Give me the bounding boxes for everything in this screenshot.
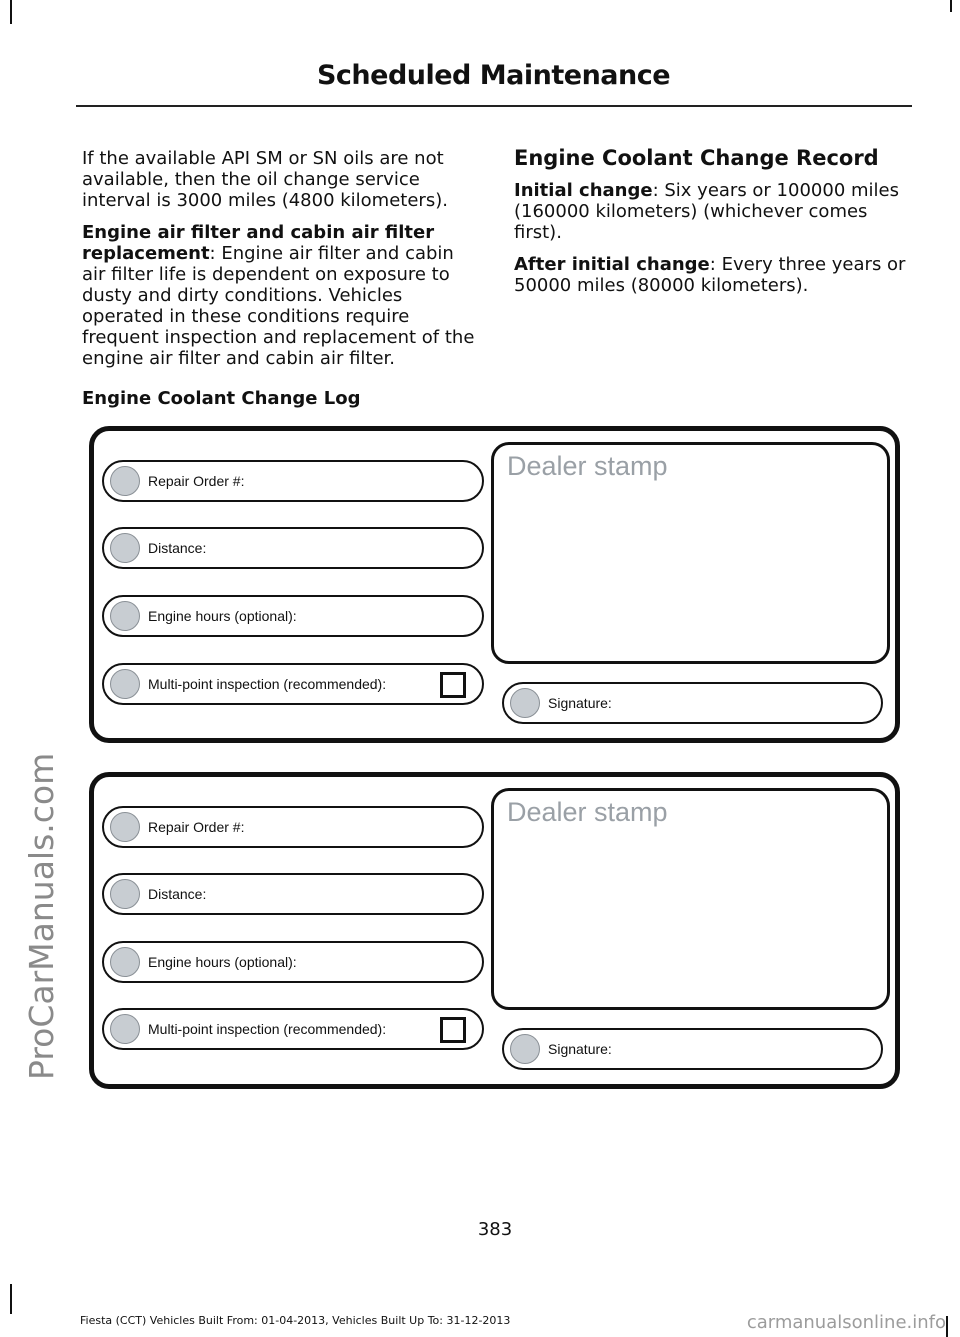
field-bullet-icon bbox=[510, 688, 540, 718]
air-filter-text: : Engine air filter and cabin air filter life is dependent on exposure to dusty and dirty conditions. Vehicles operated in these conditions require frequent inspection and replacement of the engine air filter and cabin air filter. bbox=[82, 243, 475, 369]
after-initial-term: After initial change bbox=[514, 254, 710, 275]
field-bullet-icon bbox=[110, 812, 140, 842]
engine-hours-field[interactable] bbox=[102, 941, 484, 983]
coolant-log-record bbox=[89, 772, 900, 1089]
repair-order-field[interactable] bbox=[102, 806, 484, 848]
field-bullet-icon bbox=[110, 1014, 140, 1044]
crop-mark-bottom-left bbox=[10, 1284, 12, 1314]
engine-hours-field[interactable] bbox=[102, 595, 484, 637]
signature-field[interactable] bbox=[502, 682, 883, 724]
signature-label: Signature: bbox=[548, 1041, 612, 1057]
field-bullet-icon bbox=[110, 466, 140, 496]
field-bullet-icon bbox=[110, 533, 140, 563]
initial-change-text: : Six years or 100000 miles (160000 kilometers) (whichever comes first). bbox=[514, 180, 899, 243]
page-title: Scheduled Maintenance bbox=[316, 60, 671, 91]
crop-mark-top-right bbox=[950, 0, 952, 12]
distance-label: Distance: bbox=[148, 540, 207, 556]
header-rule bbox=[76, 105, 912, 107]
distance-field[interactable] bbox=[102, 873, 484, 915]
page-number: 383 bbox=[477, 1219, 513, 1240]
footer-watermark: carmanualsonline.info bbox=[746, 1312, 946, 1333]
dealer-stamp-box bbox=[491, 442, 890, 664]
crop-mark-bottom-right bbox=[946, 1316, 948, 1337]
after-initial-paragraph bbox=[514, 254, 914, 296]
engine-hours-label: Engine hours (optional): bbox=[148, 608, 297, 624]
oil-interval-paragraph: If the available API SM or SN oils are not available, then the oil change service interval is 3000 miles (4800 kilometers). bbox=[82, 148, 448, 211]
field-bullet-icon bbox=[110, 947, 140, 977]
inspection-checkbox[interactable] bbox=[440, 672, 466, 698]
coolant-record-heading: Engine Coolant Change Record bbox=[514, 146, 879, 170]
dealer-stamp-label: Dealer stamp bbox=[507, 797, 668, 827]
field-bullet-icon bbox=[110, 879, 140, 909]
dealer-stamp-label: Dealer stamp bbox=[507, 451, 668, 481]
initial-change-term: Initial change bbox=[514, 180, 653, 201]
repair-order-label: Repair Order #: bbox=[148, 819, 245, 835]
repair-order-label: Repair Order #: bbox=[148, 473, 245, 489]
signature-field[interactable] bbox=[502, 1028, 883, 1070]
inspection-label: Multi-point inspection (recommended): bbox=[148, 676, 387, 692]
side-watermark: ProCarManuals.com bbox=[22, 752, 61, 1080]
coolant-log-title: Engine Coolant Change Log bbox=[82, 388, 361, 409]
coolant-log-record bbox=[89, 426, 900, 743]
left-column bbox=[82, 148, 476, 380]
right-column bbox=[514, 146, 914, 307]
distance-field[interactable] bbox=[102, 527, 484, 569]
after-initial-text: : Every three years or 50000 miles (80000 kilometers). bbox=[514, 254, 906, 296]
footer-vehicle-info: Fiesta (CCT) Vehicles Built From: 01-04-2013, Vehicles Built Up To: 31-12-2013 bbox=[80, 1314, 511, 1327]
signature-label: Signature: bbox=[548, 695, 612, 711]
dealer-stamp-box bbox=[491, 788, 890, 1010]
inspection-field bbox=[102, 1008, 484, 1050]
repair-order-field[interactable] bbox=[102, 460, 484, 502]
air-filter-term: Engine air filter and cabin air filter replacement bbox=[82, 222, 435, 264]
air-filter-paragraph bbox=[82, 222, 476, 369]
inspection-field bbox=[102, 663, 484, 705]
field-bullet-icon bbox=[110, 669, 140, 699]
initial-change-paragraph bbox=[514, 180, 914, 243]
inspection-checkbox[interactable] bbox=[440, 1017, 466, 1043]
field-bullet-icon bbox=[110, 601, 140, 631]
engine-hours-label: Engine hours (optional): bbox=[148, 954, 297, 970]
field-bullet-icon bbox=[510, 1034, 540, 1064]
crop-mark-top-left bbox=[10, 0, 12, 24]
distance-label: Distance: bbox=[148, 886, 207, 902]
inspection-label: Multi-point inspection (recommended): bbox=[148, 1021, 387, 1037]
